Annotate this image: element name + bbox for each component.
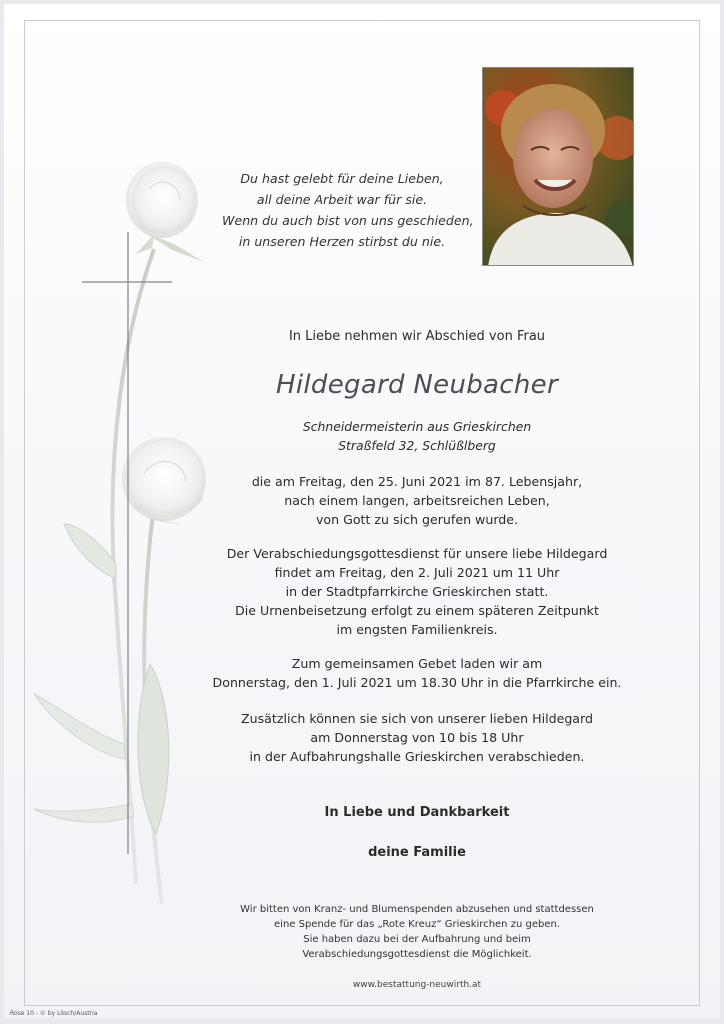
text-line: in der Stadtpfarrkirche Grieskirchen statt. xyxy=(285,584,549,599)
donation-note xyxy=(204,902,630,962)
poem-line: in unseren Herzen stirbst du nie. xyxy=(238,234,446,249)
text-line: Zusätzlich können sie sich von unserer lieben Hildegard xyxy=(241,711,593,726)
portrait-photo xyxy=(482,67,634,266)
text-line: Der Verabschiedungsgottesdienst für unsere liebe Hildegard xyxy=(226,546,608,561)
text-line: am Donnerstag von 10 bis 18 Uhr xyxy=(310,730,524,745)
closing-gratitude: In Liebe und Dankbarkeit xyxy=(324,805,510,820)
website-link[interactable]: www.bestattung-neuwirth.at xyxy=(352,980,482,990)
text-line: die am Freitag, den 25. Juni 2021 im 87. Lebensjahr, xyxy=(251,474,583,489)
text-line: von Gott zu sich gerufen wurde. xyxy=(315,512,519,527)
closing-signature: deine Familie xyxy=(368,845,466,860)
text-line: im engsten Familienkreis. xyxy=(336,622,498,637)
text-line: nach einem langen, arbeitsreichen Leben, xyxy=(284,493,550,508)
text-line: Wir bitten von Kranz- und Blumenspenden abzusehen und stattdessen xyxy=(240,904,594,915)
text-line: findet am Freitag, den 2. Juli 2021 um 11 Uhr xyxy=(274,565,560,580)
service-info xyxy=(204,544,630,639)
death-notice xyxy=(204,472,630,529)
poem-line: Du hast gelebt für deine Lieben, xyxy=(240,171,444,186)
memorial-poem xyxy=(222,168,474,252)
text-line: Sie haben dazu bei der Aufbahrung und beim xyxy=(303,934,531,945)
text-line: Verabschiedungsgottesdienst die Möglichkeit. xyxy=(302,949,532,960)
prayer-info xyxy=(204,654,630,692)
deceased-name: Hildegard Neubacher xyxy=(276,370,558,400)
text-line: Die Urnenbeisetzung erfolgt zu einem späteren Zeitpunkt xyxy=(235,603,599,618)
text-line: eine Spende für das „Rote Kreuz“ Grieskirchen zu geben. xyxy=(274,919,560,930)
text-line: in der Aufbahrungshalle Grieskirchen verabschieden. xyxy=(249,749,585,764)
deceased-details xyxy=(204,417,630,455)
copyright-mark: Rose 10 - © by Lösch/Austria xyxy=(10,1010,98,1017)
obituary-card xyxy=(4,4,720,1018)
upper-rose xyxy=(126,162,198,238)
intro-line: In Liebe nehmen wir Abschied von Frau xyxy=(288,329,546,344)
viewing-info xyxy=(204,709,630,766)
deceased-address: Straßfeld 32, Schlüßlberg xyxy=(338,438,496,453)
poem-line: Wenn du auch bist von uns geschieden, xyxy=(222,213,474,228)
text-line: Zum gemeinsamen Gebet laden wir am xyxy=(291,656,543,671)
poem-line: all deine Arbeit war für sie. xyxy=(256,192,428,207)
deceased-occupation: Schneidermeisterin aus Grieskirchen xyxy=(302,419,532,434)
text-line: Donnerstag, den 1. Juli 2021 um 18.30 Uhr in die Pfarrkirche ein. xyxy=(212,675,622,690)
lower-rose xyxy=(122,437,206,521)
